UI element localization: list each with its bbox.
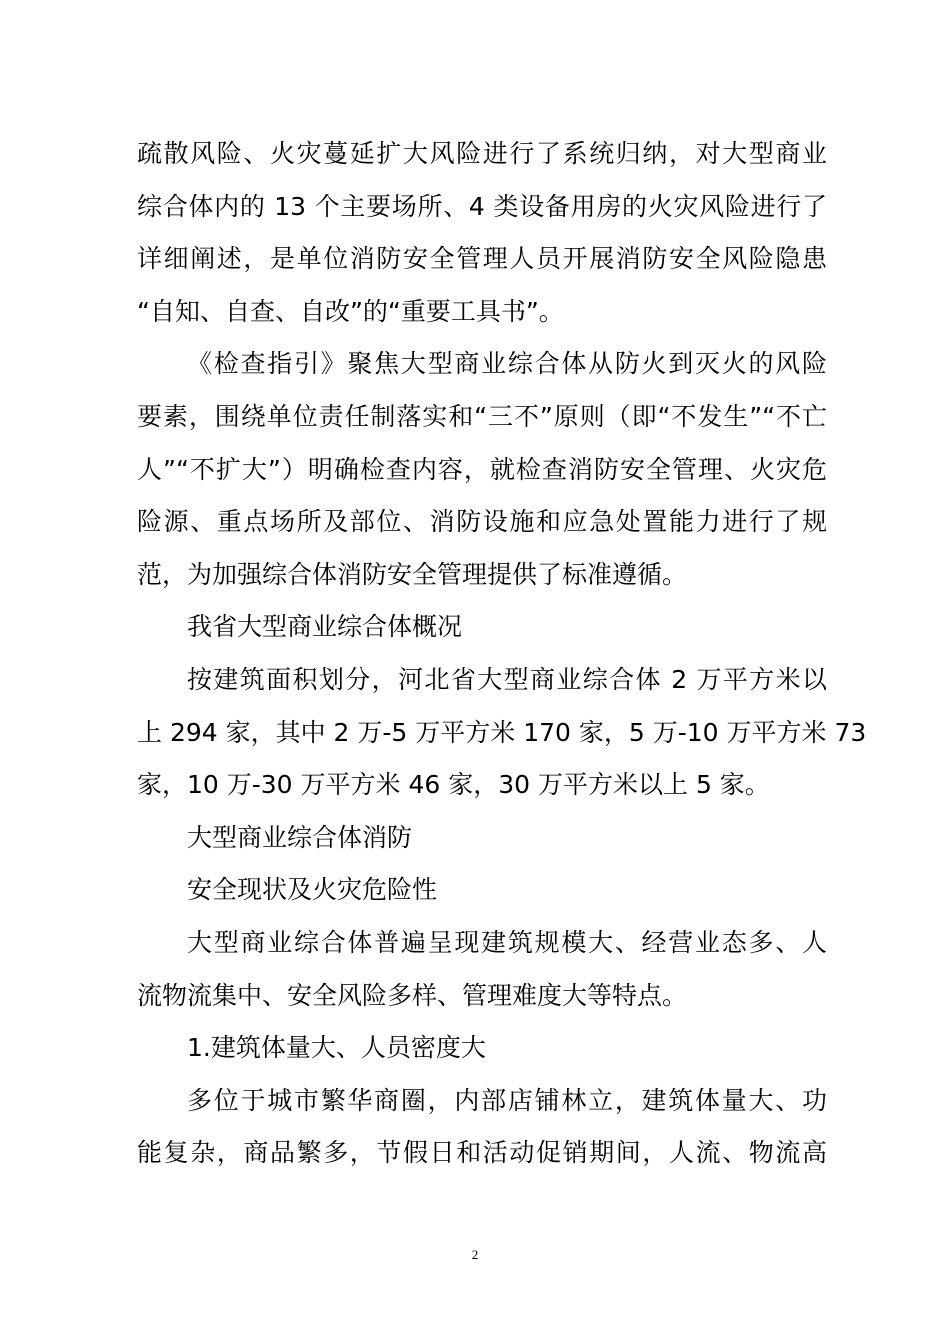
text-line: 家，10 万-30 万平方米 46 家，30 万平方米以上 5 家。 (137, 770, 770, 800)
page-number: 2 (471, 1247, 479, 1262)
section-heading: 安全现状及火灾危险性 (187, 875, 438, 905)
text-line: 《检查指引》聚焦大型商业综合体从防火到灭火的风险 (187, 349, 827, 379)
text-line: “自知、自查、自改”的“重要工具书”。 (137, 296, 564, 326)
text-line: 多位于城市繁华商圈，内部店铺林立，建筑体量大、功 (187, 1085, 827, 1115)
text-line: 大型商业综合体普遍呈现建筑规模大、经营业态多、人 (187, 927, 827, 957)
section-heading: 大型商业综合体消防 (187, 822, 413, 852)
text-line: 范，为加强综合体消防安全管理提供了标准遵循。 (137, 559, 688, 589)
section-heading: 我省大型商业综合体概况 (187, 612, 463, 642)
text-line: 详细阐述，是单位消防安全管理人员开展消防安全风险隐患 (137, 244, 827, 274)
text-line: 要素，围绕单位责任制落实和“三不”原则（即“不发生”“不亡 (137, 401, 827, 431)
text-line: 人”“不扩大”）明确检查内容，就检查消防安全管理、火灾危 (137, 454, 827, 484)
text-line: 综合体内的 13 个主要场所、4 类设备用房的火灾风险进行了 (137, 191, 827, 221)
text-line: 疏散风险、火灾蔓延扩大风险进行了系统归纳，对大型商业 (137, 139, 827, 168)
section-heading: 1.建筑体量大、人员密度大 (187, 1033, 486, 1063)
text-line: 流物流集中、安全风险多样、管理难度大等特点。 (137, 980, 688, 1010)
text-line: 能复杂，商品繁多，节假日和活动促销期间，人流、物流高 (137, 1138, 827, 1168)
text-line: 上 294 家，其中 2 万-5 万平方米 170 家，5 万-10 万平方米 73 (137, 717, 867, 747)
text-line: 险源、重点场所及部位、消防设施和应急处置能力进行了规 (137, 507, 827, 537)
body-text (137, 128, 867, 1180)
text-line: 按建筑面积划分，河北省大型商业综合体 2 万平方米以 (187, 664, 827, 694)
